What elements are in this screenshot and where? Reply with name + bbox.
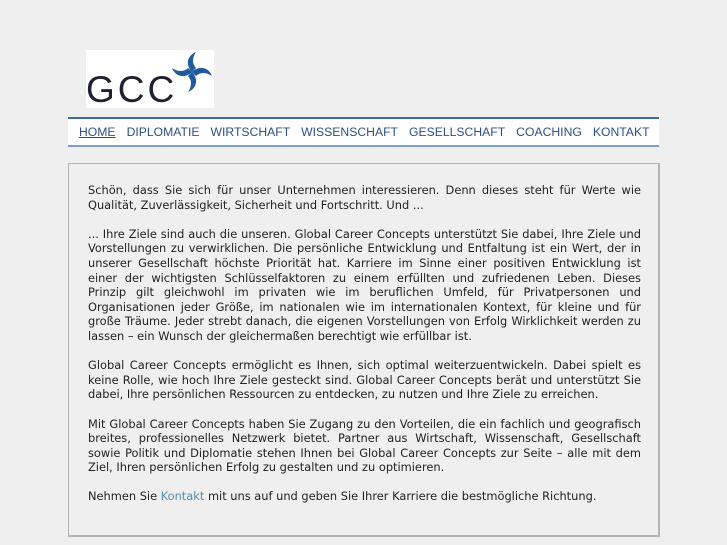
nav-coaching[interactable]: COACHING (516, 125, 582, 139)
intro-paragraph: Schön, dass Sie sich für unser Unternehmen interessieren. Denn dieses steht für Werte wie Qualität, Zuverlässigkeit, Sicherheit und Fortschritt. Und ... (88, 183, 641, 212)
content-box (68, 163, 660, 537)
logo-text: GCC (86, 69, 178, 110)
contact-link[interactable]: Kontakt (160, 489, 205, 504)
pinwheel-logo-icon (170, 50, 214, 94)
nav-kontakt[interactable]: KONTAKT (592, 125, 650, 139)
goals-paragraph: ... Ihre Ziele sind auch die unseren. Global Career Concepts unterstützt Sie dabei, Ihre Ziele und Vorstellungen zu verwirklichen. Die persönliche Entwicklung und Entfaltung ist ein Wert, der in unserer Gesellschaft höchste Priorität hat. Karriere im Sinne einer positiven Entwicklung ist einer der wichtigsten Schlüsselfaktoren zu einem erfüllten und zufriedenen Leben. Dieses Prinzip gilt gleichwohl im privaten wie im beruflichen Umfeld, für Privatpersonen und Organisationen jeder Größe, im nationalen wie im internationalen Kontext, für kleine und für große Träume. Jeder strebt danach, die eigenen Vorstellungen von Erfolg Wirklichkeit werden zu lassen – ein Wunsch der gleichermaßen berechtigt wie erfüllbar ist. (88, 226, 641, 343)
closing-text-before: Nehmen Sie (88, 489, 161, 504)
content-body (88, 183, 641, 519)
nav-wirtschaft[interactable]: WIRTSCHAFT (210, 125, 291, 139)
nav-wissenschaft[interactable]: WISSENSCHAFT (301, 125, 398, 139)
main-nav (68, 117, 659, 147)
network-paragraph: Mit Global Career Concepts haben Sie Zugang zu den Vorteilen, die ein fachlich und geografisch breites, professionelles Netzwerk bietet. Partner aus Wirtschaft, Wissenschaft, Gesellschaft sowie Politik und Diplomatie stehen Ihnen bei Global Career Concepts zur Seite – alle mit dem Ziel, Ihren persönlichen Erfolg zu gestalten und zu optimieren. (88, 416, 641, 475)
closing-paragraph (88, 489, 641, 504)
nav-home[interactable]: HOME (79, 125, 116, 139)
nav-diplomatie[interactable]: DIPLOMATIE (126, 125, 200, 139)
logo[interactable] (86, 50, 214, 108)
closing-text-after: mit uns auf und geben Sie Ihrer Karriere die bestmögliche Richtung. (204, 489, 597, 504)
nav-gesellschaft[interactable]: GESELLSCHAFT (408, 125, 506, 139)
development-paragraph: Global Career Concepts ermöglicht es Ihnen, sich optimal weiterzuentwickeln. Dabei spielt es keine Rolle, wie hoch Ihre Ziele gesteckt sind. Global Career Concepts berät und unterstützt Sie dabei, Ihre persönlichen Ressourcen zu entdecken, zu nutzen und Ihre Ziele zu erreichen. (88, 358, 641, 402)
